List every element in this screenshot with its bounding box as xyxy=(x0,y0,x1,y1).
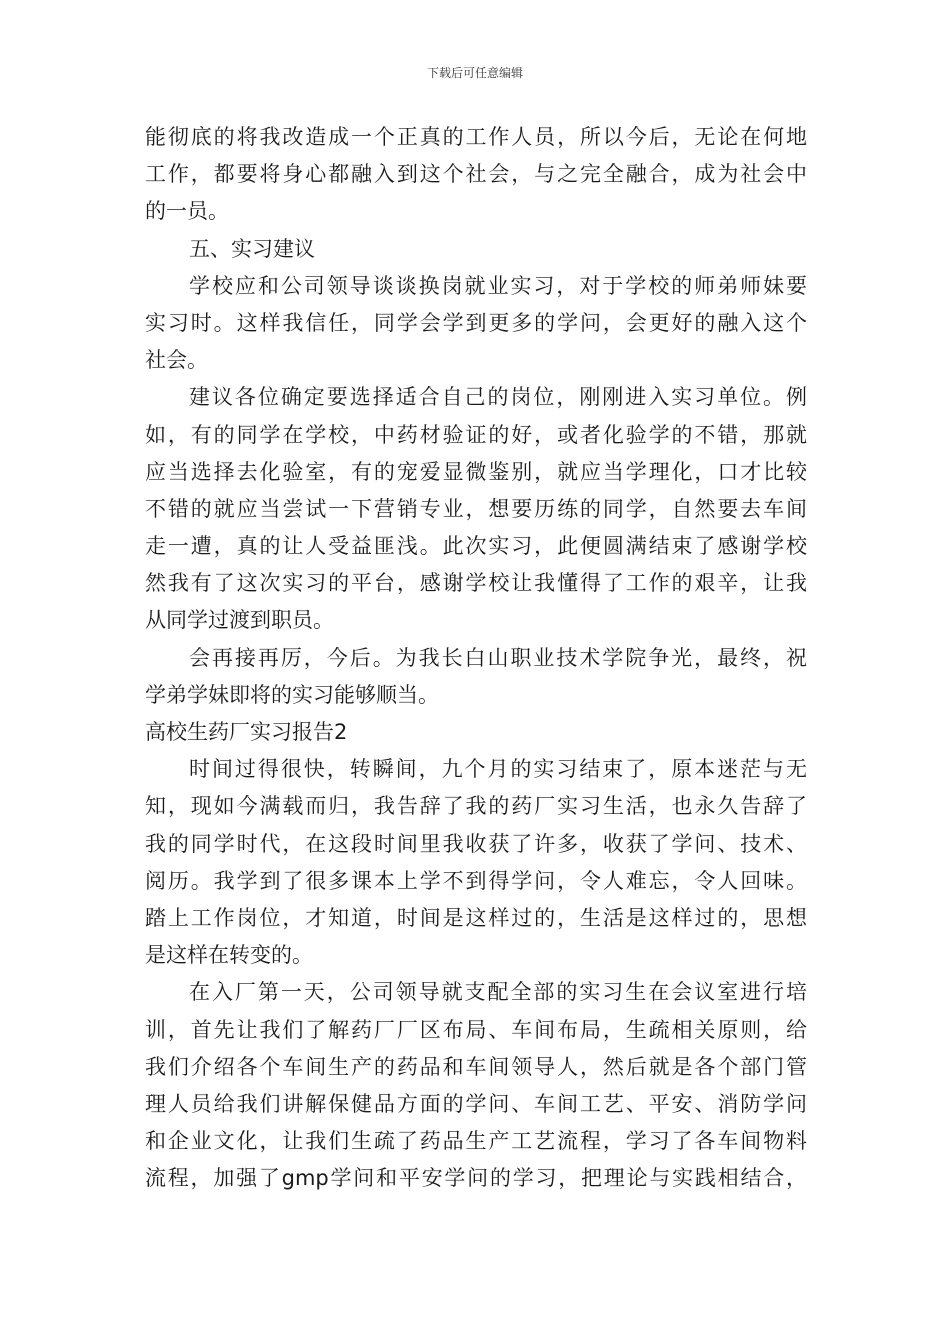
text-line: 学校应和公司领导谈谈换岗就业实习，对于学校的师弟师妹要 xyxy=(189,273,807,298)
section-heading: 五、实习建议 xyxy=(189,236,315,261)
text-line: 会再接再厉，今后。为我长白山职业技术学院争光，最终，祝 xyxy=(189,645,807,670)
page-header-note: 下载后可任意编辑 xyxy=(426,66,523,80)
text-line: 理人员给我们讲解保健品方面的学问、车间工艺、平安、消防学问 xyxy=(145,1091,807,1116)
text-line: 流程，加强了gmp学问和平安学问的学习，把理论与实践相结合， xyxy=(145,1166,807,1191)
text-line: 我的同学时代，在这段时间里我收获了许多，收获了学问、技术、 xyxy=(145,831,807,856)
text-line: 不错的就应当尝试一下营销专业，想要历练的同学，自然要去车间 xyxy=(145,496,807,521)
text-line: 学弟学妹即将的实习能够顺当。 xyxy=(145,682,439,707)
text-line: 从同学过渡到职员。 xyxy=(145,608,334,633)
text-line: 社会。 xyxy=(145,348,208,373)
report-title: 高校生药厂实习报告2 xyxy=(145,720,348,744)
text-line: 建议各位确定要选择适合自己的岗位，刚刚进入实习单位。例 xyxy=(189,385,807,410)
text-line: 时间过得很快，转瞬间，九个月的实习结束了，原本迷茫与无 xyxy=(189,757,807,782)
text-line: 如，有的同学在学校，中药材验证的好，或者化验学的不错，那就 xyxy=(145,422,807,447)
text-line: 的一员。 xyxy=(145,199,229,224)
text-line: 阅历。我学到了很多课本上学不到得学问，令人难忘，令人回味。 xyxy=(145,868,807,893)
text-line: 踏上工作岗位，才知道，时间是这样过的，生活是这样过的，思想 xyxy=(145,905,807,930)
text-line: 是这样在转变的。 xyxy=(145,943,313,968)
text-line: 在入厂第一天，公司领导就支配全部的实习生在会议室进行培 xyxy=(189,980,807,1005)
text-line: 我们介绍各个车间生产的药品和车间领导人，然后就是各个部门管 xyxy=(145,1054,807,1079)
text-line: 和企业文化，让我们生疏了药品生产工艺流程，学习了各车间物料 xyxy=(145,1129,807,1154)
text-line: 然我有了这次实习的平台，感谢学校让我懂得了工作的艰辛，让我 xyxy=(145,571,807,596)
text-line: 训，首先让我们了解药厂厂区布局、车间布局，生疏相关原则，给 xyxy=(145,1017,807,1042)
text-line: 工作，都要将身心都融入到这个社会，与之完全融合，成为社会中 xyxy=(145,162,807,187)
document-body xyxy=(145,119,807,1197)
text-line: 知，现如今满载而归，我告辞了我的药厂实习生活，也永久告辞了 xyxy=(145,794,807,819)
text-line: 能彻底的将我改造成一个正真的工作人员，所以今后，无论在何地 xyxy=(145,125,807,149)
text-line: 走一遭，真的让人受益匪浅。此次实习，此便圆满结束了感谢学校 xyxy=(145,534,807,559)
text-line: 应当选择去化验室，有的宠爱显微鉴别，就应当学理化，口才比较 xyxy=(145,459,807,484)
text-line: 实习时。这样我信任，同学会学到更多的学问，会更好的融入这个 xyxy=(145,310,807,335)
